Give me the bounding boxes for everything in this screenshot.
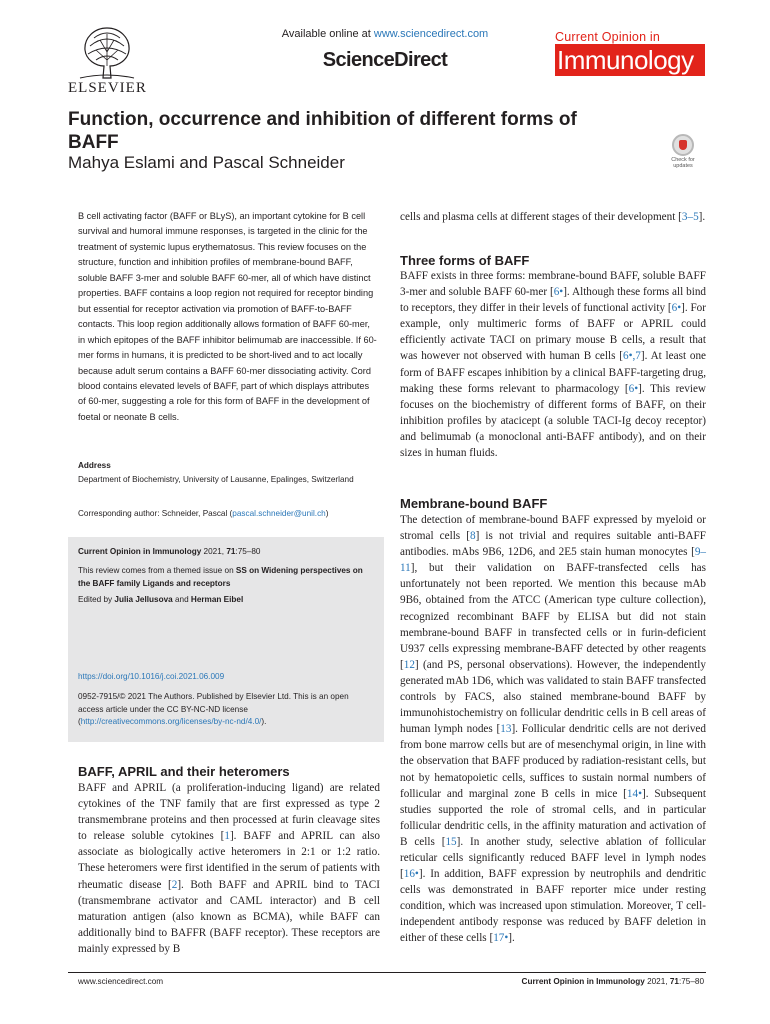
citation-journal: Current Opinion in Immunology	[78, 547, 202, 556]
license-link[interactable]: http://creativecommons.org/licenses/by-nc-nd/4.0/	[80, 717, 262, 727]
license-prefix: 0952-7915/© 2021 The Authors. Published by Elsevier Ltd. This is an open access article under the CC BY-NC-ND license (	[78, 692, 349, 727]
paragraph-continuation	[400, 209, 706, 225]
check-for-updates-button[interactable]	[668, 134, 698, 170]
available-prefix: Available online at	[281, 28, 374, 40]
journal-badge-main: Immunology	[555, 44, 705, 76]
citation-year: 2021,	[201, 547, 227, 556]
citation-pages: :75–80	[235, 547, 261, 556]
corresponding-prefix: Corresponding author: Schneider, Pascal (	[78, 509, 233, 518]
corresponding-email-link[interactable]: pascal.schneider@unil.ch	[232, 509, 326, 518]
reference-link[interactable]: 15	[445, 835, 457, 848]
footer-volume: 71	[669, 977, 679, 986]
check-for-updates-label: Check for updates	[671, 157, 695, 169]
reference-link[interactable]: 17•	[493, 932, 509, 945]
address-label: Address	[78, 461, 111, 470]
footer-citation	[522, 977, 704, 986]
editor-1: Julia Jellusova	[114, 595, 173, 604]
reference-link[interactable]: 6•,7	[622, 350, 641, 363]
reference-link[interactable]: 8	[470, 530, 476, 543]
text-run: cells and plasma cells at different stages of their development [	[400, 211, 682, 223]
editor-2: Herman Eibel	[190, 595, 244, 604]
text-run: ]. BAFF and APRIL can also associate as biologically active heteromers in 2:1 or 1:2 ratio. These heteromers were first identified in the serum of patients with rheumatic disease [	[78, 830, 381, 891]
footer-pages: :75–80	[678, 977, 704, 986]
citation-volume: 71	[226, 547, 236, 556]
editor-and: and	[172, 595, 191, 604]
paragraph-membrane-bound	[400, 512, 706, 947]
text-run: ]. For example, only multimeric forms of BAFF or APRIL could efficiently activate TACI on primary mouse B cells, a result that was however not observed with human B cells [	[400, 302, 707, 363]
article-authors: Mahya Eslami and Pascal Schneider	[68, 153, 345, 172]
article-info-box	[68, 537, 384, 742]
reference-link[interactable]: 6•	[553, 286, 564, 299]
reference-link[interactable]: 2	[171, 878, 178, 891]
license-statement	[78, 691, 374, 729]
reference-link[interactable]: 6•	[628, 382, 639, 395]
themed-issue-prefix: This review comes from a themed issue on	[78, 566, 236, 575]
address-text: Department of Biochemistry, University of Lausanne, Epalinges, Switzerland	[78, 475, 354, 484]
bookmark-icon	[672, 134, 694, 156]
section-heading-three-forms: Three forms of BAFF	[400, 253, 530, 268]
text-run: ]. At least one form of BAFF escapes inhibition by a clinical BAFF-targeting drug, making these forms relevant to pharmacology [	[400, 350, 706, 395]
text-run: BAFF exists in three forms: membrane-bound BAFF, soluble BAFF 3-mer and soluble BAFF 60-mer [	[400, 270, 706, 299]
reference-link[interactable]: 9–11	[400, 546, 706, 575]
edited-by-prefix: Edited by	[78, 595, 115, 604]
reference-link[interactable]: 3–5	[681, 211, 699, 223]
themed-issue	[78, 565, 374, 590]
journal-badge	[555, 30, 705, 82]
text-run: BAFF and APRIL (a proliferation-inducing ligand) are related cytokines of the TNF family that are first expressed as type 2 transmembrane proteins and then processed at furin cleavage sites to release soluble cytokines [	[78, 782, 380, 843]
corresponding-author	[78, 509, 378, 518]
text-run: ]. This review focuses on the biochemistry of different forms of BAFF, on their inhibition profiles by atacicept (a soluble TACI-Ig decoy receptor) and belimumab (a monoclonal anti-BAFF antibody), and on their sizes in human fluids.	[400, 382, 707, 460]
text-run: ]. Both BAFF and APRIL bind to TACI (transmembrane activator and CAML interactor) and B cell maturation antigen (also known as BCMA), while BAFF can additionally bind to BAFFR (BAFF receptor). These receptors are mainly expressed by B	[78, 878, 380, 955]
license-suffix: ).	[261, 717, 267, 727]
reference-link[interactable]: 14•	[626, 787, 643, 800]
reference-link[interactable]: 12	[403, 658, 415, 671]
text-run: ] (and PS, personal observations). However, the independently generated mAb 1D6, which was validated to stain BAFF transfected controls by FACS, also stained membrane-bound BAFF by immunohistochemistry on follicular dendritic cells in B cell areas of human lymph nodes [	[400, 658, 706, 736]
text-run: ]. In another study, selective ablation of follicular reticular cells significantly reduced BAFF level in lymph nodes [	[400, 835, 706, 881]
text-run: ]. Follicular dendritic cells are not derived from bone marrow cells but are of mesenchymal origin, in line with the observation that BAFF produced by radiation-resistant cells, but not by hematopoietic cells, suffices to sustain normal numbers of follicular and marginal zone B cells in mice [	[400, 723, 706, 800]
text-run: ] is not trivial and requires suitable anti-BAFF antibodies. mAbs 9B6, 12D6, and 2E5 stain human monocytes [	[400, 530, 706, 559]
reference-link[interactable]: 6•	[671, 302, 682, 315]
footer-url[interactable]: www.sciencedirect.com	[78, 977, 164, 986]
citation-line	[78, 546, 374, 559]
text-run: ]. Although these forms all bind to receptors, they differ in their levels of functional activity [	[400, 286, 707, 315]
reference-link[interactable]: 16•	[403, 868, 419, 881]
paragraph-three-forms	[400, 268, 706, 461]
text-run: ].	[698, 211, 706, 223]
footer-divider	[68, 972, 706, 973]
abstract: B cell activating factor (BAFF or BLyS), an important cytokine for B cell survival and humoral immune responses, is targeted in the clinic for the treatment of systemic lupus erythematosus. This review focuses on the structure, function and inhibition profiles of membrane-bound BAFF, soluble BAFF 3-mer and soluble BAFF 60-mer, all of which have distinct properties. BAFF contains a loop region not required for receptor binding but essential for receptor activation via promotion of BAFF-to-BAFF contacts. This loop region additionally allows formation of BAFF 60-mer, in which epitopes of the BAFF inhibitor belimumab are inaccessible. If 60-mer forms in humans, it is predicted to be short-lived and to act locally because adult serum contains a BAFF 60-mer dissociating activity. Cord blood contains elevated levels of BAFF, part of which displays attributes of 60-mer, suggesting a role for this form of BAFF in the development of foetal or neonate B cells.	[78, 211, 377, 422]
paragraph-baff-april	[78, 780, 380, 957]
text-run: ]. Subsequent studies supported the role of stromal cells, and in particular follicular dendritic cells, in the affinity maturation and activation of B cells [	[400, 787, 707, 848]
text-run: The detection of membrane-bound BAFF expressed by myeloid or stromal cells [	[400, 514, 706, 543]
elsevier-wordmark: ELSEVIER	[68, 80, 147, 96]
reference-link[interactable]: 13	[500, 723, 512, 736]
corresponding-suffix: )	[325, 509, 329, 518]
themed-issue-title: SS on Widening perspectives on the BAFF family Ligands and receptors	[78, 566, 363, 588]
text-run: ], but their validation on BAFF-transfected cells has unfortunately not been reported. We mention this because mAb 9B6, obtained from the ATCC (American type culture collection), recognized recombinant BAFF by ELISA but did not stain membrane-bound BAFF in transfected cells or in furin-deficient U937 cells expressing membrane-BAFF detected by other reagents [	[400, 562, 706, 671]
article-title: Function, occurrence and inhibition of different forms of BAFF	[68, 109, 577, 153]
footer-journal: Current Opinion in Immunology	[521, 977, 645, 986]
text-run: ]. In addition, BAFF expression by neutrophils and dendritic cells was demonstrated in BAFF reporter mice under resting condition, which was increased upon stimulation. Moreover, T cell-independent antibody response was reduced by BAFF deletion in either of these cells [	[400, 868, 706, 945]
journal-badge-top: Current Opinion in	[555, 30, 661, 44]
footer-year: 2021,	[644, 977, 670, 986]
section-heading-membrane-bound: Membrane-bound BAFF	[400, 496, 548, 511]
section-heading-baff-april: BAFF, APRIL and their heteromers	[78, 764, 290, 779]
reference-link[interactable]: 1	[224, 830, 230, 843]
edited-by	[78, 594, 374, 607]
sciencedirect-link[interactable]: www.sciencedirect.com	[373, 28, 489, 40]
text-run: ].	[508, 932, 515, 945]
sciencedirect-logo: ScienceDirect	[322, 49, 448, 71]
doi-link[interactable]: https://doi.org/10.1016/j.coi.2021.06.009	[78, 672, 225, 681]
